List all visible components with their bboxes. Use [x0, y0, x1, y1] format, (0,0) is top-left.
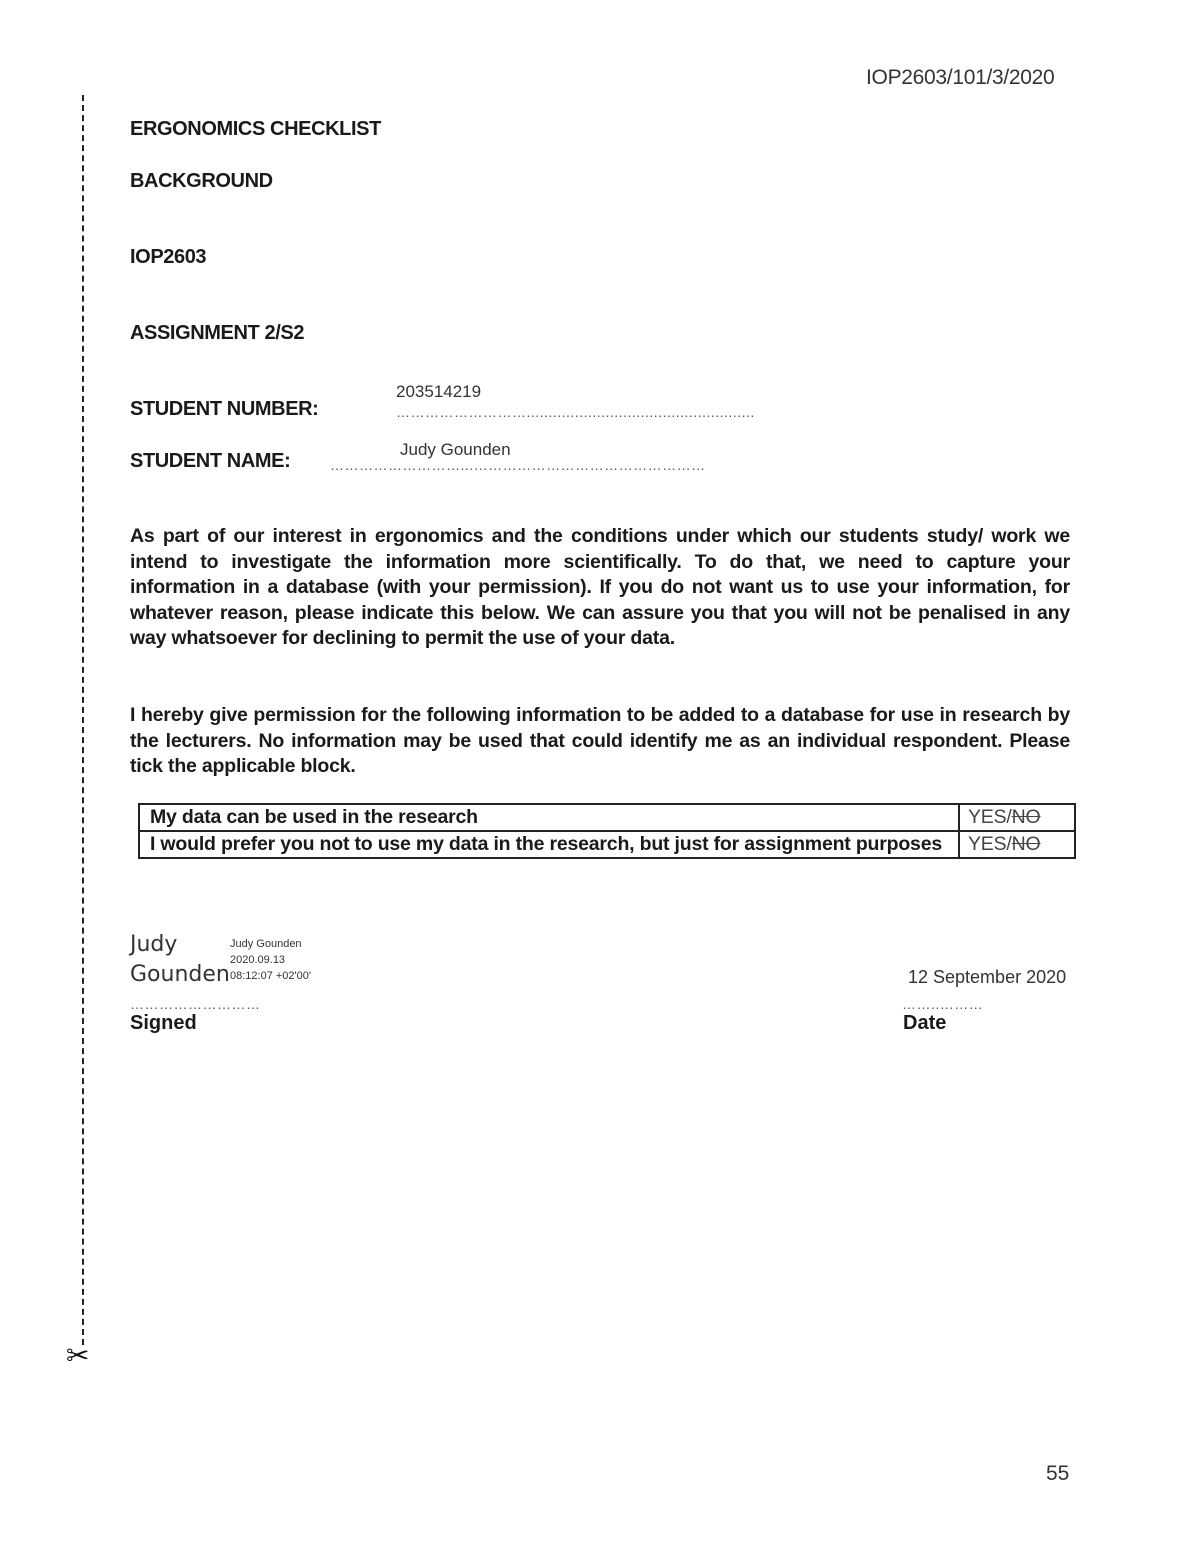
student-number-value[interactable]: 203514219 [396, 382, 482, 401]
intro-paragraph: As part of our interest in ergonomics and the conditions under which our students study/ work we intend to investigate the information more scientifically. To do that, we need to capture your information in a database (with your permission). If you do not want us to use your information, for whatever reason, please indicate this below. We can assure you that you will not be penalised in any way whatsoever for declining to permit the use of your data. [130, 525, 1070, 649]
student-name-value[interactable]: Judy Gounden [400, 440, 511, 459]
student-name-label: STUDENT NAME: [130, 450, 291, 472]
module-code: IOP2603 [130, 246, 207, 268]
page-subtitle: BACKGROUND [130, 170, 273, 192]
assignment-title: ASSIGNMENT 2/S2 [130, 322, 305, 344]
student-number-label: STUDENT NUMBER: [130, 398, 319, 420]
consent-statement: I would prefer you not to use my data in the research, but just for assignment purposes [139, 831, 959, 858]
consent-statement: My data can be used in the research [139, 804, 959, 831]
yes-option[interactable]: YES/ [968, 806, 1012, 828]
scissors-icon: ✂ [66, 1340, 90, 1371]
yes-option[interactable]: YES/ [968, 833, 1012, 855]
student-name-dots: ………………………...………………………………………… [330, 457, 706, 473]
signed-label: Signed [130, 1012, 197, 1034]
page-number: 55 [1046, 1462, 1070, 1485]
signature-meta-date: 2020.09.13 [230, 954, 286, 966]
date-label: Date [903, 1012, 947, 1034]
no-option-struck[interactable]: NO [1011, 806, 1041, 828]
date-dots: ……..……… [902, 996, 984, 1012]
consent-table [138, 803, 1076, 859]
signature-metadata [230, 936, 311, 984]
digital-signature [130, 930, 230, 990]
document-reference: IOP2603/101/3/2020 [866, 66, 1055, 89]
signature-dots: ……………………… [130, 996, 261, 1012]
consent-choice[interactable] [959, 804, 1075, 831]
page-title: ERGONOMICS CHECKLIST [130, 118, 381, 140]
permission-paragraph: I hereby give permission for the following information to be added to a database for use in research by the lecturers. No information may be used that could identify me as an individual respondent. Please tick the applicable block. [130, 704, 1070, 777]
table-row [139, 804, 1075, 831]
student-number-dots: ……………………….................................................... [396, 404, 755, 420]
signature-meta-name: Judy Gounden [230, 938, 302, 950]
signature-last-name: Gounden [130, 962, 230, 987]
consent-choice[interactable] [959, 831, 1075, 858]
signature-meta-time: 08:12:07 +02'00' [230, 970, 311, 982]
cut-line [82, 95, 84, 1345]
table-row [139, 831, 1075, 858]
date-value[interactable]: 12 September 2020 [908, 967, 1067, 987]
no-option-struck[interactable]: NO [1011, 833, 1041, 855]
signature-first-name: Judy [130, 932, 178, 957]
